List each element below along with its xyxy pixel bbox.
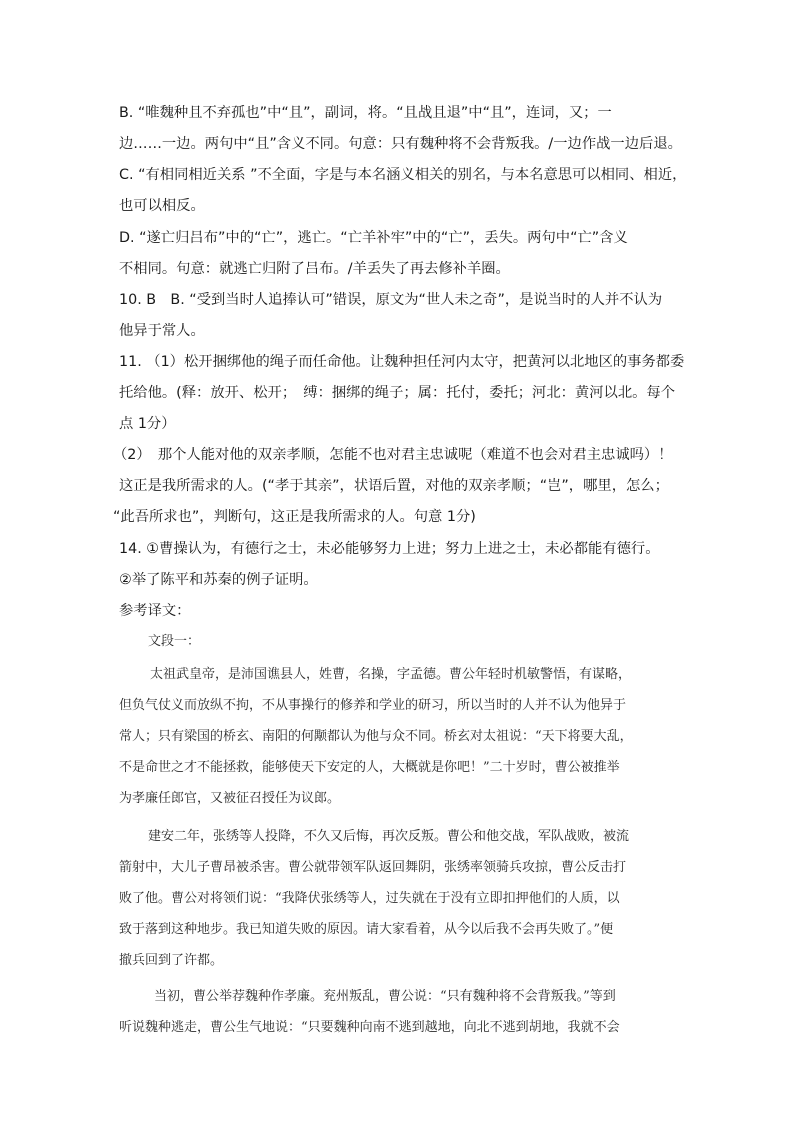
translation-line: 太祖武皇帝，是沛国谯县人，姓曹，名操，字孟德。曹公年轻时机敏警悟，有谋略，	[150, 667, 632, 682]
answer-line-b2: 边……一边。两句中“且”含义不同。句意：只有魏种将不会背叛我。/一边作战一边后退。	[119, 136, 682, 152]
answer-line-q14b: ②举了陈平和苏秦的例子证明。	[119, 572, 318, 588]
answer-line-q11c: 点 1分）	[119, 416, 176, 432]
answer-line-q11e: 这正是我所需求的人。(“孝于其亲”，状语后置，对他的双亲孝顺；“岂”，哪里，怎么；	[119, 478, 669, 494]
answer-line-q10a: 10. B B. “受到当时人追捧认可”错误，原文为“世人未之奇”，是说当时的人并不认为	[119, 292, 663, 308]
translation-line: 箭射中，大儿子曹昂被杀害。曹公就带领军队返回舞阴，张绣率领骑兵攻掠，曹公反击打	[119, 860, 627, 875]
answer-line-q11a: 11. （1）松开捆绑他的绳子而任命他。让魏种担任河内太守，把黄河以北地区的事务都委	[119, 354, 685, 370]
translation-line: 建安二年，张绣等人投降，不久又后悔，再次反叛。曹公和他交战，军队战败，被流	[148, 829, 630, 844]
translation-line: 为孝廉任郎官，又被征召授任为议郎。	[119, 791, 341, 806]
answer-line-d2: 不相同。句意：就逃亡归附了吕布。/羊丢失了再去修补羊圈。	[119, 261, 510, 277]
translation-line: 致于落到这种地步。我已知道失败的原因。请大家看着，从今以后我不会再失败了。”便	[119, 922, 614, 937]
answer-line-q11f: “此吾所求也”，判断句，这正是我所需求的人。句意 1分)	[113, 509, 476, 525]
translation-line: 败了他。曹公对将领们说：“我降伏张绣等人，过失就在于没有立即扣押他们的人质，以	[119, 891, 620, 906]
answer-line-d1: D. “遂亡归吕布”中的“亡”，逃亡。“亡羊补牢”中的“亡”，丢失。两句中“亡”含义	[119, 230, 628, 246]
answer-line-c2: 也可以相反。	[119, 198, 205, 214]
translation-line: 听说魏种逃走，曹公生气地说：“只要魏种向南不逃到越地，向北不逃到胡地，我就不会	[119, 1020, 620, 1035]
reference-translation-heading: 参考译文：	[119, 603, 191, 619]
answer-line-q10b: 他异于常人。	[119, 323, 205, 339]
answer-line-q11d: （2） 那个人能对他的双亲孝顺，怎能不也对君主忠诚呢（难道不也会对君主忠诚吗）！	[113, 447, 673, 463]
answer-line-q11b: 托给他。(释：放开、松开； 缚：捆绑的绳子；属：托付，委托；河北：黄河以北。每个	[119, 385, 676, 401]
translation-line: 不是命世之才不能拯救，能够使天下安定的人，大概就是你吧！”二十岁时，曹公被推举	[119, 760, 620, 775]
answer-line-b1: B. “唯魏种且不弃孤也”中“且”，副词，将。“且战且退”中“且”，连词，又；一	[119, 105, 612, 121]
translation-line: 当初，曹公举荐魏种作孝廉。兖州叛乱，曹公说：“只有魏种将不会背叛我。”等到	[154, 989, 616, 1004]
answer-line-q14a: 14. ①曹操认为，有德行之士，未必能够努力上进；努力上进之士，未必都能有德行。	[119, 541, 660, 557]
translation-line: 常人；只有梁国的桥玄、南阳的何颙都认为他与众不同。桥玄对太祖说：“天下将要大乱，	[119, 729, 633, 744]
answer-line-c1: C. “有相同相近关系 ”不全面，字是与本名涵义相关的别名，与本名意思可以相同、相近，	[119, 167, 687, 183]
translation-line: 撤兵回到了许都。	[119, 953, 224, 968]
translation-line: 但负气仗义而放纵不拘，不从事操行的修养和学业的研习，所以当时的人并不认为他异于	[119, 698, 627, 713]
passage-one-heading: 文段一：	[148, 634, 201, 649]
